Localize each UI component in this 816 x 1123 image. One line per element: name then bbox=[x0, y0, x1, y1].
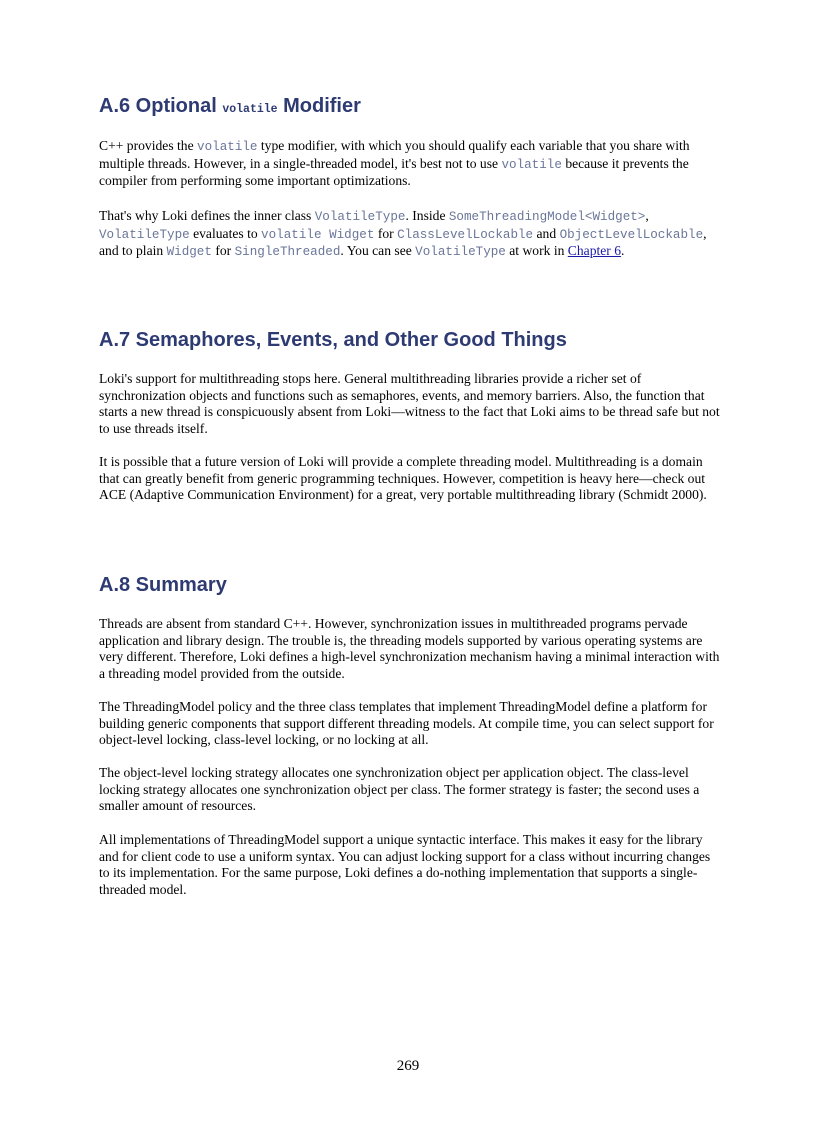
paragraph-a8-4: All implementations of ThreadingModel support a unique syntactic interface. This makes it easy for the library and for client code to use a uniform syntax. You can adjust locking support for a class without incurring changes to its implementation. For the same purpose, Loki defines a do-nothing implementation that supports a single-threaded model. bbox=[99, 832, 711, 897]
paragraph-a6-1: C++ provides the volatile type modifier, with which you should qualify each variable that you share with multiple threads. However, in a single-threaded model, it's best not to use volatile because it prevents the compiler from performing some important optimizations. bbox=[99, 138, 690, 188]
page-number: 269 bbox=[396, 1058, 420, 1074]
paragraph-a8-2: The ThreadingModel policy and the three class templates that implement ThreadingModel define a platform for building generic components that support different threading models. At compile time, you can select support for object-level locking, class-level locking, or no locking at all. bbox=[99, 699, 714, 747]
chapter-6-link[interactable]: Chapter 6 bbox=[567, 243, 622, 258]
section-heading-a8: A.8 Summary bbox=[99, 574, 227, 596]
heading-code-volatile: volatile bbox=[222, 103, 278, 116]
paragraph-a7-2: It is possible that a future version of Loki will provide a complete threading model. Multithreading is a domain that can greatly benefit from generic programming techniques. However, competition is heavy here—check out ACE (Adaptive Communication Environment) for a great, very portable multithreading library (Schmidt 2000). bbox=[99, 454, 707, 502]
paragraph-a6-2: That's why Loki defines the inner class VolatileType. Inside SomeThreadingModel<Widget>, VolatileType evaluates to volatile Widget for ClassLevelLockable and ObjectLevelLockable, and to plain Widget for SingleThreaded. You can see VolatileType at work in Chapter 6. bbox=[99, 208, 707, 259]
paragraph-a8-1: Threads are absent from standard C++. However, synchronization issues in multithreaded programs pervade application and library design. The trouble is, the threading models supported by various operating systems are very different. Therefore, Loki defines a high-level synchronization mechanism having a minimal interaction with a threading model provided from the outside. bbox=[99, 616, 720, 681]
paragraph-a8-3: The object-level locking strategy allocates one synchronization object per application object. The class-level locking strategy allocates one synchronization object per class. The former strategy is faster; the second uses a smaller amount of resources. bbox=[99, 765, 700, 813]
paragraph-a7-1: Loki's support for multithreading stops here. General multithreading libraries provide a richer set of synchronization objects and functions such as semaphores, events, and memory barriers. Also, the function that starts a new thread is conspicuously absent from Loki—witness to the fact that Loki aims to be thread safe but not to use threads itself. bbox=[99, 371, 720, 436]
section-heading-a7: A.7 Semaphores, Events, and Other Good Things bbox=[99, 329, 567, 351]
section-heading-a6: A.6 Optional volatile Modifier bbox=[99, 95, 361, 117]
